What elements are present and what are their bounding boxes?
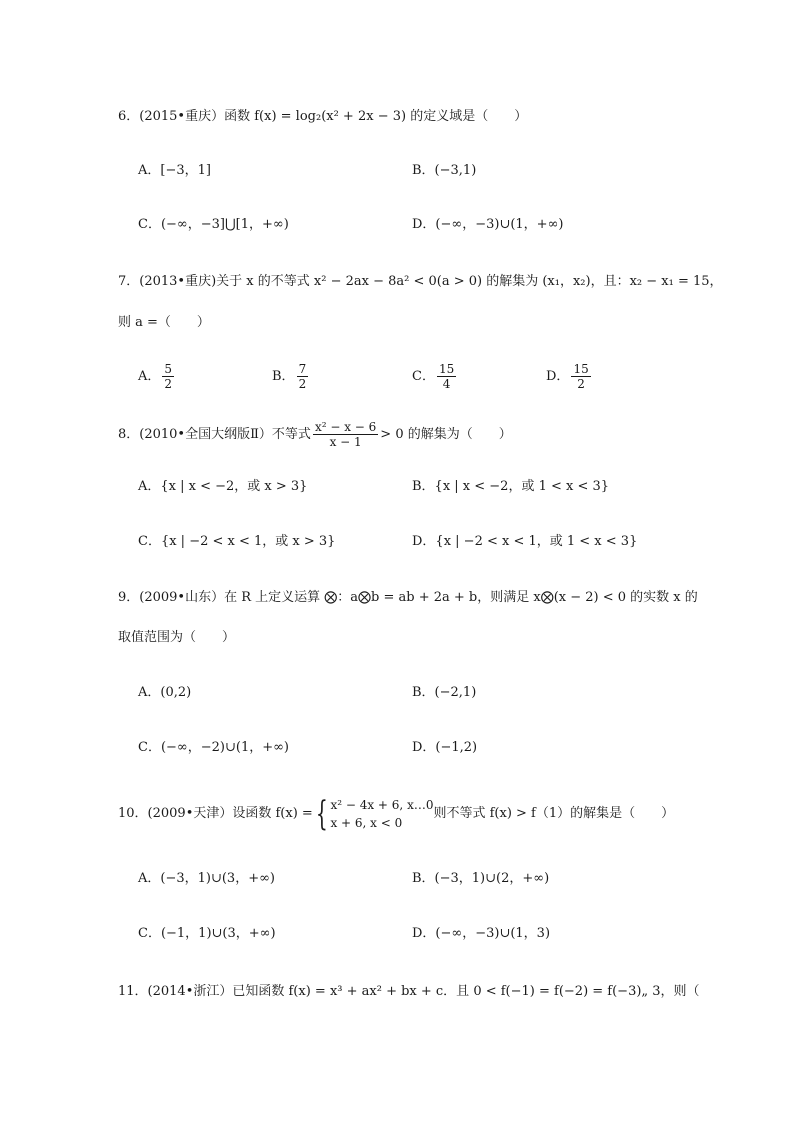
left-brace-symbol: { [315,794,328,834]
question-9-option-a: A．(0,2) [138,685,192,700]
question-6-option-a: A．[−3，1] [138,163,211,178]
question-8-option-c: C．{x | −2 < x < 1，或 x > 3} [138,534,336,549]
question-7-stem: 7．(2013•重庆)关于 x 的不等式 x² − 2ax − 8a² < 0(a > 0) 的解集为 (x₁，x₂)，且：x₂ − x₁ = 15， [118,274,723,289]
question-6-option-d: D．(−∞，−3)∪(1，+∞) [412,217,564,232]
question-7-option-d: D． $\frac{15}{2}$ [546,362,589,391]
question-8-stem: 8．(2010•全国大纲版Ⅱ）不等式 $\frac{\text{x² − x − 6}}{x - 1}$ > 0 的解集为（ ） [118,420,512,449]
question-10-option-b: B．(−3，1)∪(2，+∞) [412,871,550,886]
question-10-option-a: A．(−3，1)∪(3，+∞) [138,871,275,886]
piecewise-cases: x² − 4x + 6, x…0 x + 6, x < 0 [330,798,434,830]
question-9-stem: 9．(2009•山东）在 R 上定义运算 ⨂：a⨂b = ab + 2a + b，则满足 x⨂(x − 2) < 0 的实数 x 的 [118,590,698,605]
question-7-option-a: A． $\frac{5}{2}$ [138,362,173,391]
question-10-option-d: D．(−∞，−3)∪(1，3) [412,926,551,941]
question-10-stem: 10．(2009•天津）设函数 f(x) = { x² − 4x + 6, x…0 x + 6, x < 0 则不等式 f(x) > f（1）的解集是（ ） [118,794,675,834]
question-7-stem-line2: 则 a =（ ） [118,315,210,330]
question-8-option-b: B．{x | x < −2，或 1 < x < 3} [412,479,610,494]
question-8-option-a: A．{x | x < −2，或 x > 3} [138,479,308,494]
question-9-option-d: D．(−1,2) [412,740,478,755]
question-6-stem: 6．(2015•重庆）函数 f(x) = log₂(x² + 2x − 3) 的定义域是（ ） [118,109,528,124]
question-9-option-c: C．(−∞，−2)∪(1，+∞) [138,740,290,755]
question-10-option-c: C．(−1，1)∪(3，+∞) [138,926,276,941]
question-9-stem-line2: 取值范围为（ ） [118,630,236,645]
question-11-stem: 11．(2014•浙江）已知函数 f(x) = x³ + ax² + bx + c．且 0 < f(−1) = f(−2) = f(−3)„ 3，则（ [118,984,700,999]
question-6-option-b: B．(−3,1) [412,163,477,178]
question-7-option-c: C． $\frac{15}{4}$ [412,362,455,391]
question-8-option-d: D．{x | −2 < x < 1，或 1 < x < 3} [412,534,638,549]
question-6-option-c: C．(−∞，−3]⋃[1，+∞) [138,217,289,232]
question-9-option-b: B．(−2,1) [412,685,477,700]
question-7-option-b: B． $\frac{7}{2}$ [272,362,307,391]
